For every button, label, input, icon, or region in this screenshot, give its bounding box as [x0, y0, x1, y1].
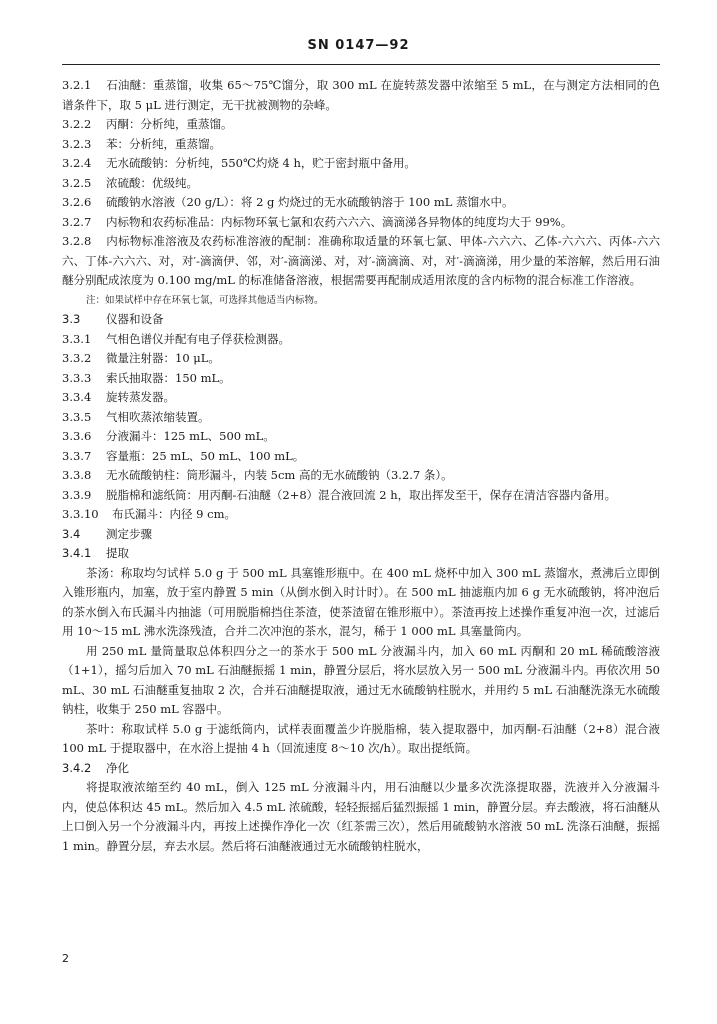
clause-3-2-4: 3.2.4 无水硫酸钠：分析纯，550℃灼烧 4 h，贮于密封瓶中备用。 [62, 156, 416, 170]
clause-3-3-2: 3.3.2 微量注射器：10 μL。 [62, 351, 220, 365]
section-3-3-heading: 3.3 仪器和设备 [62, 312, 164, 326]
note: 注：如果试样中存在环氧七氯，可选择其他适当内标物。 [86, 294, 324, 306]
clause-3-3-1: 3.3.1 气相色谱仪并配有电子俘获检测器。 [62, 331, 290, 346]
clause-3-2-8: 3.2.8 内标物标准溶液及农药标准溶液的配制：准确称取适量的环氧七氯、甲体-六六六、乙体-六六六、丙体-六六六、丁体-六六六、对，对′-滴滴伊、邻，对′-滴滴涕、对，对′-滴滴滴、对，对′-滴滴涕，用少量的苯溶解，然后用石油醚分别配成浓度为 0.100 mg/mL 的标准储备溶液，根据需要再配制成适用浓度的含内标物的混合标准工作溶液。 [62, 234, 660, 287]
clause-3-3-7: 3.3.7 容量瓶：25 mL、50 mL、100 mL。 [62, 448, 305, 463]
clause-3-2-7: 3.2.7 内标物和农药标准品：内标物环氧七氯和农药六六六、滴滴涕各异物体的纯度均大于 99%。 [62, 214, 573, 229]
extraction-tea-leaves: 茶叶：称取试样 5.0 g 于滤纸筒内，试样表面覆盖少许脱脂棉，装入提取器中，加丙酮-石油醚（2+8）混合液 100 mL 于提取器中，在水浴上提抽 4 h（回流速度 8～10 次/h）。取出提纸筒。 [62, 721, 660, 755]
clause-3-3-9: 3.3.9 脱脂棉和滤纸筒：用丙酮-石油醚（2+8）混合液回流 2 h，取出挥发至干，保存在清洁容器内备用。 [62, 487, 617, 502]
section-3-4-2-heading: 3.4.2 净化 [62, 760, 129, 775]
header-rule [62, 64, 660, 65]
clause-3-3-6: 3.3.6 分液漏斗：125 mL、500 mL。 [62, 429, 275, 443]
clause-3-2-6: 3.2.6 硫酸钠水溶液（20 g/L）：将 2 g 灼烧过的无水硫酸钠溶于 100 mL 蒸馏水中。 [62, 195, 514, 209]
clause-3-2-3: 3.2.3 苯：分析纯，重蒸馏。 [62, 136, 221, 151]
extraction-partition: 用 250 mL 量筒量取总体积四分之一的茶水于 500 mL 分液漏斗内，加入 60 mL 丙酮和 20 mL 稀硫酸溶液（1+1），摇匀后加入 70 mL 石油醚振摇 1 min，静置分层后，将水层放入另一 500 mL 分液漏斗内。再依次用 50 mL、30 mL 石油醚重复抽取 2 次，合并石油醚提取液，通过无水硫酸钠柱脱水，并用约 5 mL 石油醚洗涤无水硫酸钠柱，收集于 250 mL 容器中。 [62, 643, 660, 716]
purification-paragraph: 将提取液浓缩至约 40 mL，倒入 125 mL 分液漏斗内，用石油醚以少量多次洗涤提取器，洗液并入分液漏斗内，使总体积达 45 mL。然后加入 4.5 mL 浓硫酸，轻轻振摇后猛烈振摇 1 min，静置分层。弃去酸液，将石油醚从上口倒入另一个分液漏斗内，再按上述操作净化一次（红茶需三次），然后用硫酸钠水溶液 50 mL 洗涤石油醚，振摇 1 min。静置分层，弃去水层。然后将石油醚液通过无水硫酸钠柱脱水， [62, 780, 660, 853]
clause-3-3-4: 3.3.4 旋转蒸发器。 [62, 390, 175, 404]
document-body [62, 76, 660, 856]
clause-3-3-3: 3.3.3 索氏抽取器：150 mL。 [62, 370, 231, 385]
clause-3-2-1: 3.2.1 石油醚：重蒸馏，收集 65～75℃馏分，取 300 mL 在旋转蒸发器中浓缩至 5 mL，在与测定方法相同的色谱条件下，取 5 μL 进行测定，无干扰被测物的杂峰。 [62, 78, 660, 112]
clause-3-3-10: 3.3.10 布氏漏斗：内径 9 cm。 [62, 507, 236, 521]
clause-3-3-5: 3.3.5 气相吹蒸浓缩装置。 [62, 409, 210, 424]
extraction-tea-infusion: 茶汤：称取均匀试样 5.0 g 于 500 mL 具塞锥形瓶中。在 400 mL 烧杯中加入 300 mL 蒸馏水，煮沸后立即倒入锥形瓶内，加塞，放于室内静置 5 min（从倒水倒入时计时）。在 500 mL 抽滤瓶内加 6 g 无水硫酸钠，将冲泡后的茶水倒入布氏漏斗内抽滤（可用脱脂棉挡住茶渣，使茶渣留在锥形瓶中）。茶渣再按上述操作重复冲泡一次，过滤后用 10～15 mL 沸水洗涤残渣，合并二次冲泡的茶水，混匀，稀于 1 000 mL 具塞量筒内。 [62, 565, 660, 638]
standard-number-header: SN 0147—92 [307, 38, 410, 53]
page-number: 2 [62, 952, 69, 965]
clause-3-2-5: 3.2.5 浓硫酸：优级纯。 [62, 175, 198, 190]
clause-3-2-2: 3.2.2 丙酮：分析纯，重蒸馏。 [62, 117, 233, 131]
section-3-4-heading: 3.4 测定步骤 [62, 526, 152, 541]
section-3-4-1-heading: 3.4.1 提取 [62, 546, 129, 560]
clause-3-3-8: 3.3.8 无水硫酸钠柱：筒形漏斗，内装 5cm 高的无水硫酸钠（3.2.7 条）。 [62, 468, 453, 482]
